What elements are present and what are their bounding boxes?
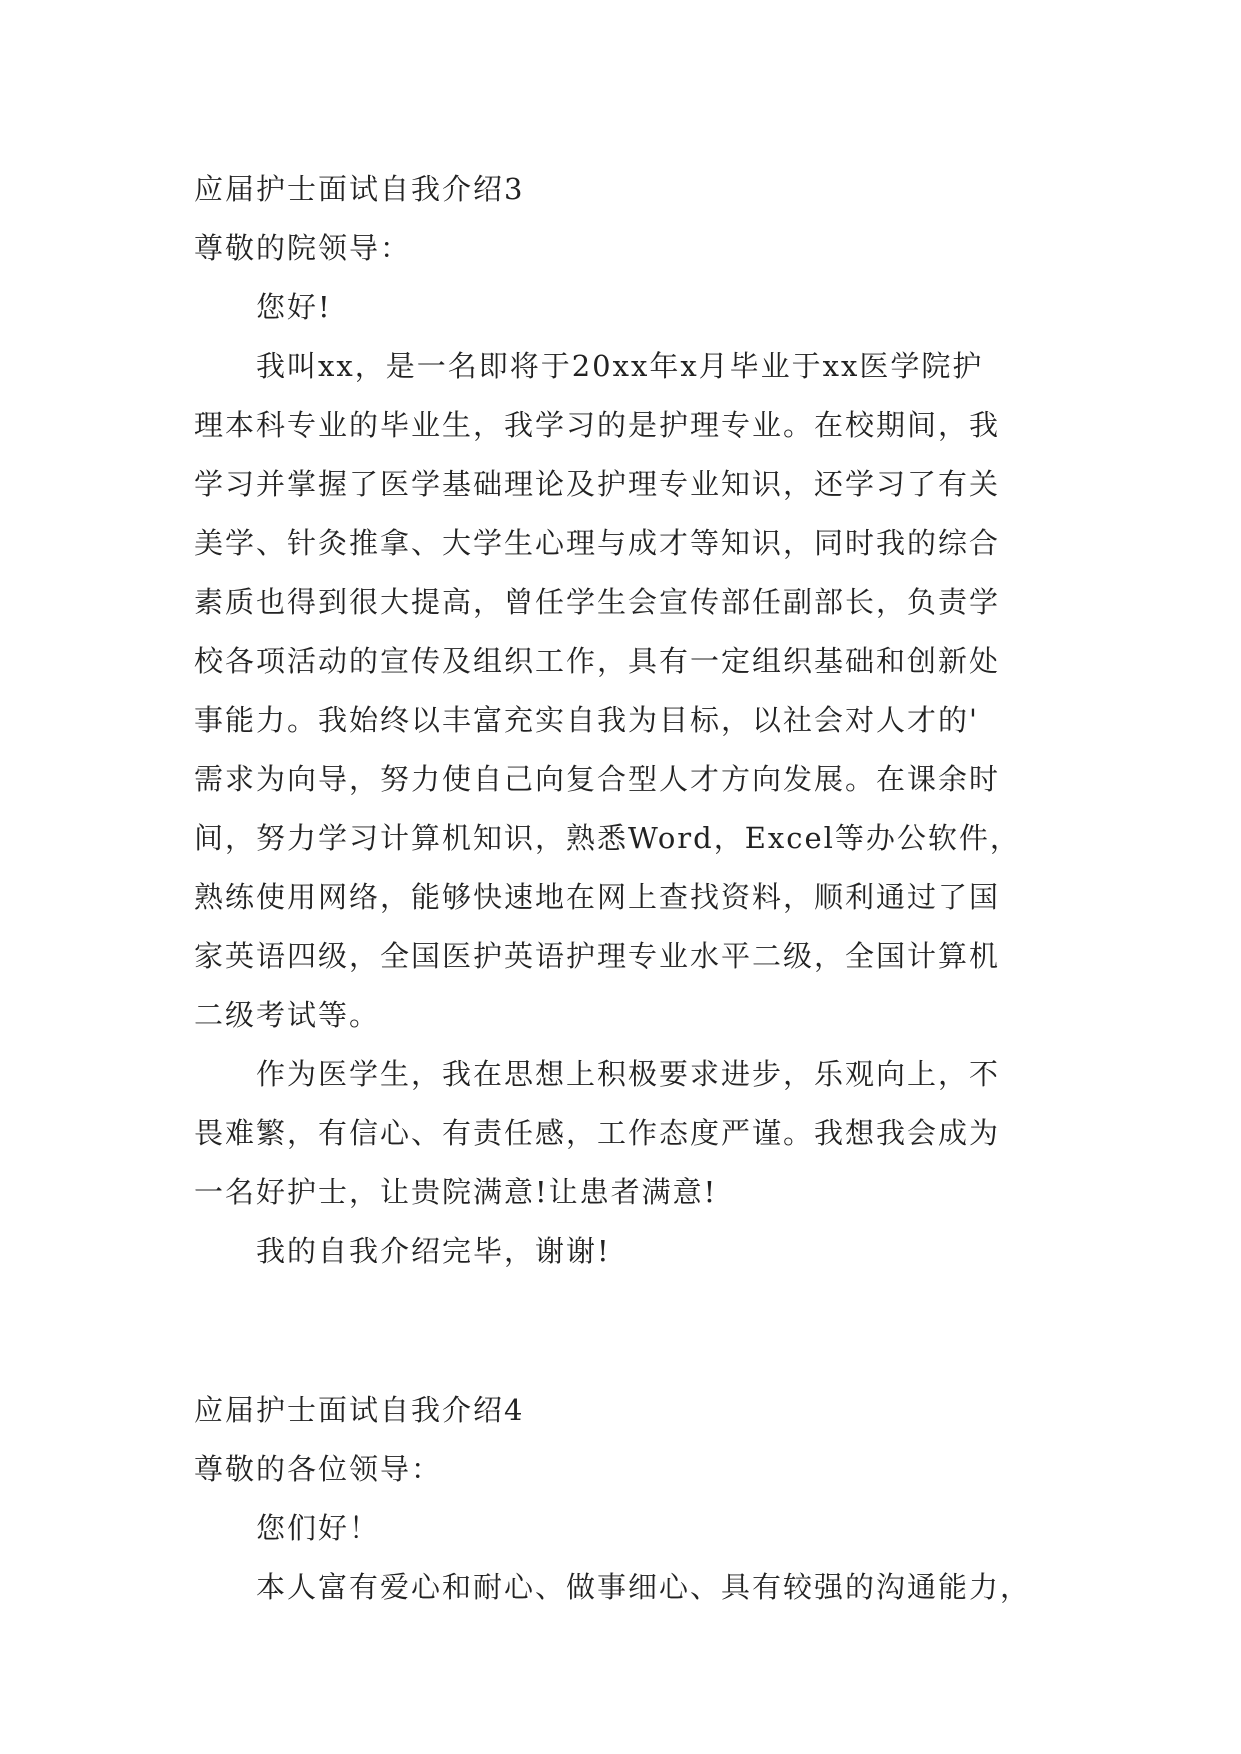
section-4-title: 应届护士面试自我介绍4 (194, 1393, 525, 1427)
section-4-salutation: 尊敬的各位领导： (194, 1452, 443, 1486)
section-3-title: 应届护士面试自我介绍3 (194, 172, 525, 206)
paragraph-line: 家英语四级，全国医护英语护理专业水平二级，全国计算机 (194, 939, 1001, 973)
section-4-paragraph-line: 本人富有爱心和耐心、做事细心、具有较强的沟通能力， (256, 1570, 1032, 1604)
paragraph-line: 需求为向导，努力使自己向复合型人才方向发展。在课余时 (194, 762, 1001, 796)
paragraph-line: 作为医学生，我在思想上积极要求进步，乐观向上，不 (256, 1057, 1001, 1091)
paragraph-line: 素质也得到很大提高，曾任学生会宣传部任副部长，负责学 (194, 585, 1001, 619)
section-3-paragraph-1 (194, 337, 1054, 1045)
paragraph-line: 事能力。我始终以丰富充实自我为目标，以社会对人才的' (194, 703, 979, 737)
paragraph-line: 间，努力学习计算机知识，熟悉Word，Excel等办公软件， (194, 821, 1021, 855)
paragraph-line: 学习并掌握了医学基础理论及护理专业知识，还学习了有关 (194, 467, 1001, 501)
paragraph-line: 美学、针灸推拿、大学生心理与成才等知识，同时我的综合 (194, 526, 1001, 560)
section-3-closing: 我的自我介绍完毕，谢谢! (256, 1234, 611, 1268)
section-spacer (194, 1281, 1054, 1381)
document-page (194, 160, 1054, 1617)
paragraph-line: 二级考试等。 (194, 998, 381, 1032)
section-3-greeting: 您好! (256, 290, 332, 324)
paragraph-line: 一名好护士，让贵院满意!让患者满意! (194, 1175, 718, 1209)
paragraph-line: 校各项活动的宣传及组织工作，具有一定组织基础和创新处 (194, 644, 1001, 678)
paragraph-line: 熟练使用网络，能够快速地在网上查找资料，顺利通过了国 (194, 880, 1001, 914)
paragraph-line: 畏难繁，有信心、有责任感，工作态度严谨。我想我会成为 (194, 1116, 1001, 1150)
paragraph-line: 我叫xx，是一名即将于20xx年x月毕业于xx医学院护 (256, 349, 984, 383)
section-3-salutation: 尊敬的院领导： (194, 231, 412, 265)
section-3-paragraph-2 (194, 1045, 1054, 1222)
paragraph-line: 理本科专业的毕业生，我学习的是护理专业。在校期间，我 (194, 408, 1001, 442)
section-4-greeting: 您们好！ (256, 1511, 381, 1545)
